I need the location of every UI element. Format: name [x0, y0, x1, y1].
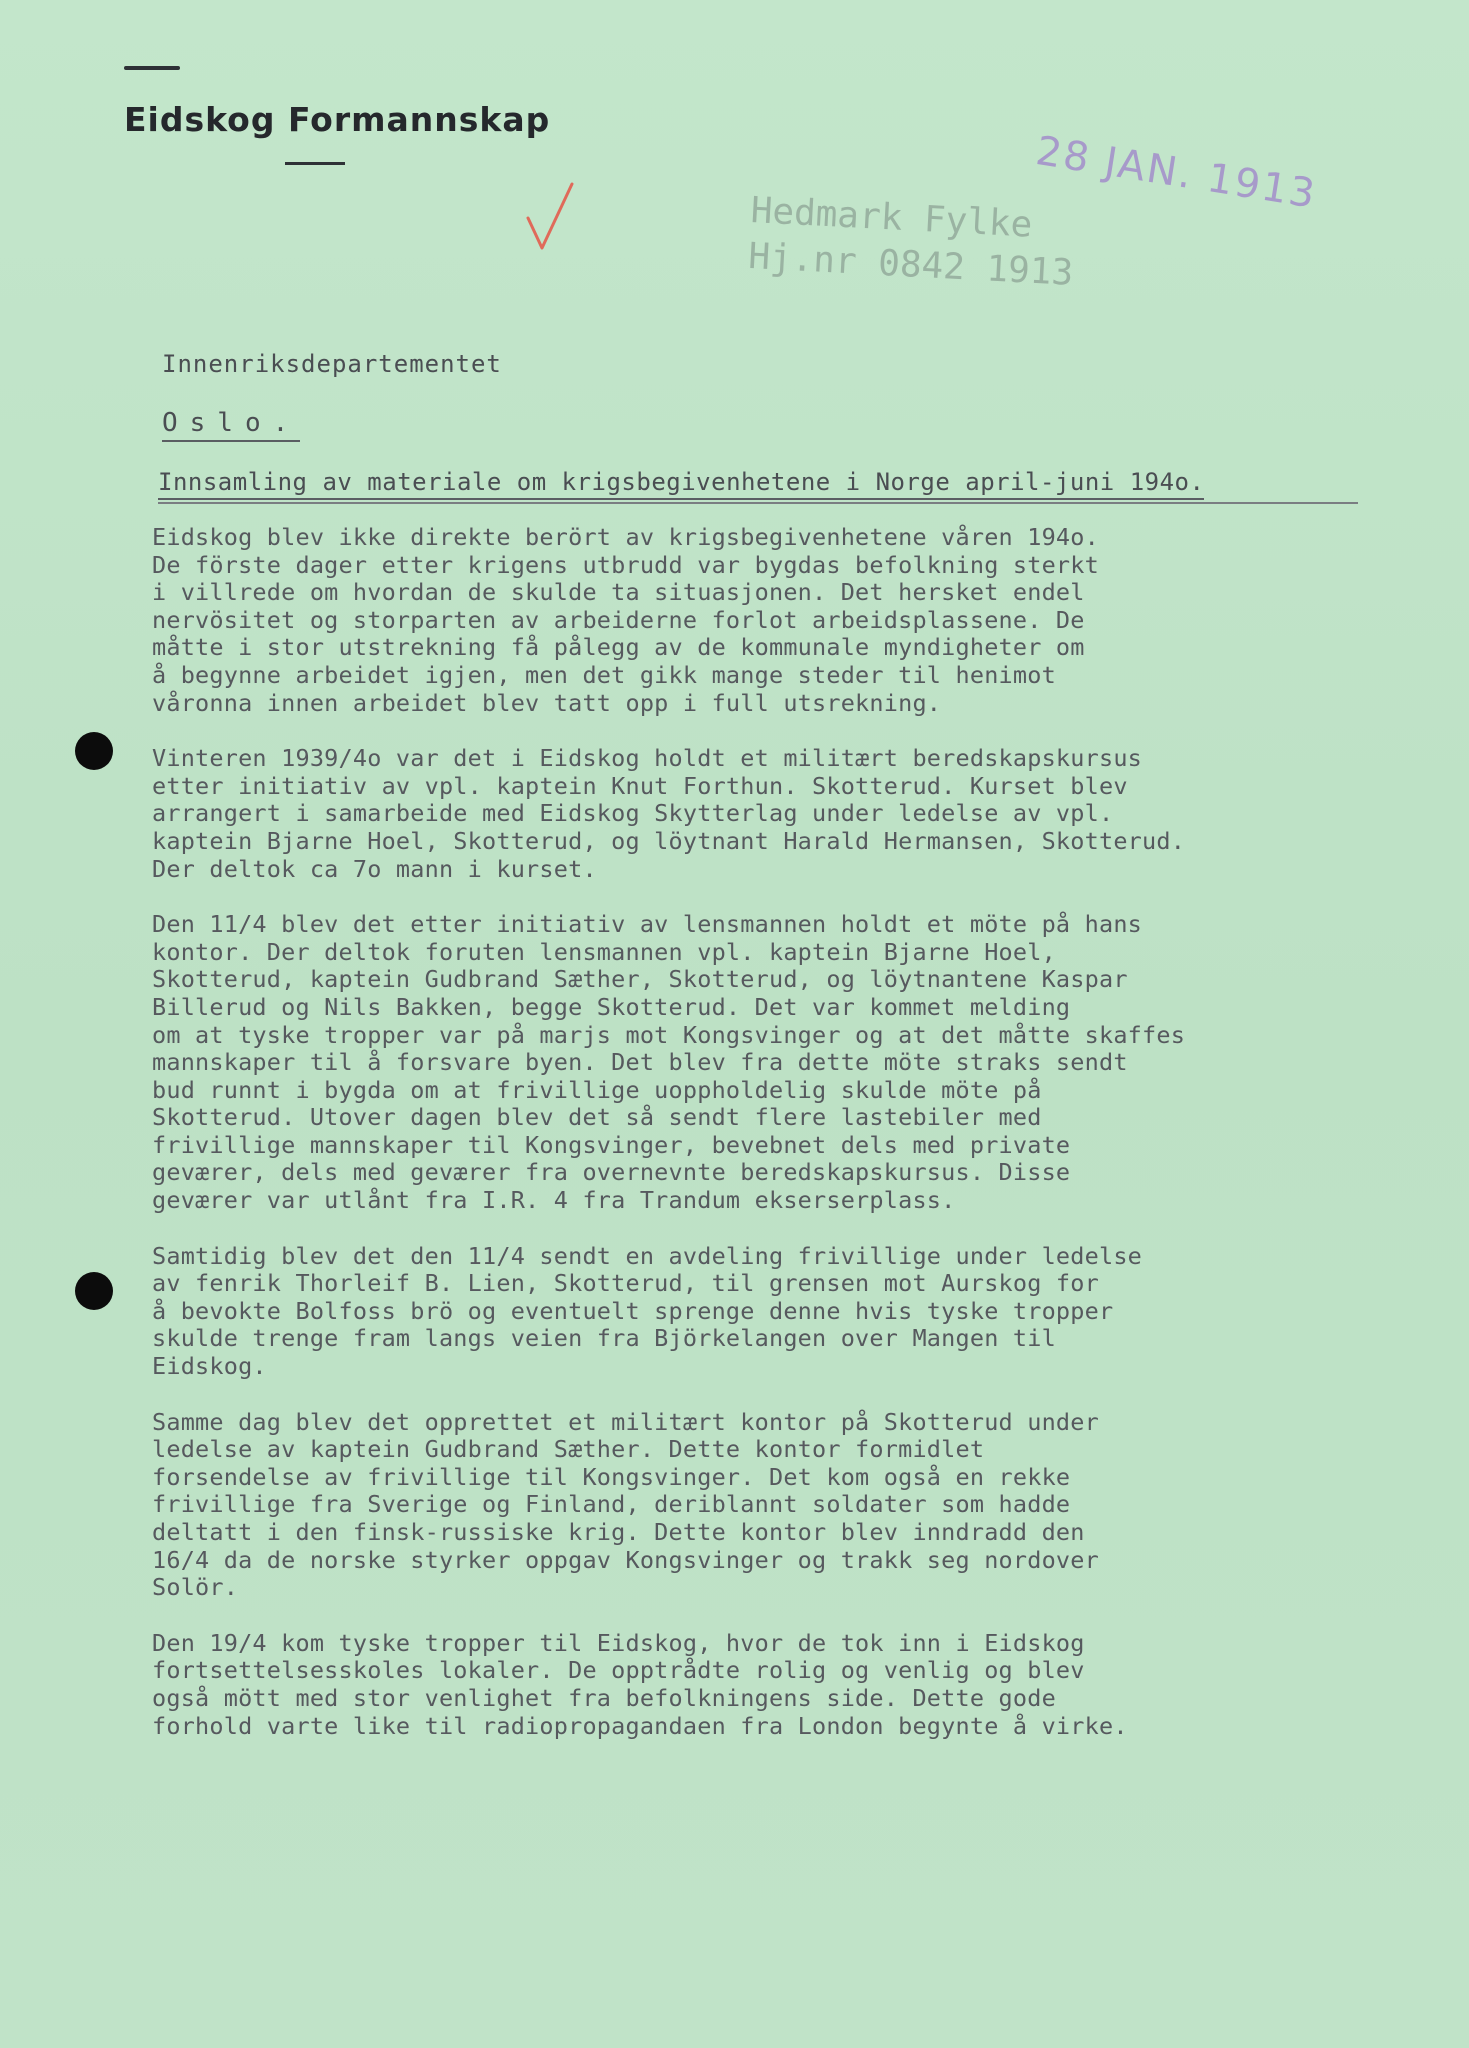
- paragraph-line: arrangert i samarbeide med Eidskog Skytterlag under ledelse av vpl.: [152, 799, 1114, 828]
- city: Oslo.: [162, 408, 300, 442]
- subject-double-underline: [158, 502, 1358, 504]
- paragraph-line: nervösitet og storparten av arbeiderne forlot arbeidsplassene. De: [152, 605, 1085, 634]
- paragraph-line: om at tyske tropper var på marjs mot Kongsvinger og at det måtte skaffes: [152, 1020, 1186, 1049]
- addressee: Innenriksdepartementet: [162, 350, 502, 378]
- letter-body: [152, 524, 1402, 1768]
- received-stamp-line-1: Hedmark Fylke: [749, 189, 1034, 246]
- paragraph-line: Samtidig blev det den 11/4 sendt en avdeling frivillige under ledelse: [152, 1241, 1143, 1270]
- date-stamp: 28 JAN. 1913: [1032, 128, 1320, 218]
- paragraph-line: mannskaper til å forsvare byen. Det blev fra dette möte straks sendt: [152, 1048, 1128, 1077]
- paragraph-line: Solör.: [152, 1573, 239, 1602]
- paragraph-line: forsendelse av frivillige til Kongsvinger. Det kom også en rekke: [152, 1462, 1071, 1491]
- paragraph-line: Eidskog.: [152, 1352, 267, 1381]
- paragraph-line: geværer, dels med geværer fra overnevnte beredskapskursus. Disse: [152, 1158, 1071, 1187]
- paragraph-line: Billerud og Nils Bakken, begge Skotterud. Det var kommet melding: [152, 992, 1071, 1021]
- body-paragraph: [152, 911, 1402, 1215]
- punch-hole: [75, 1272, 113, 1310]
- letterhead-title: Eidskog Formannskap: [124, 100, 551, 139]
- subject-line: Innsamling av materiale om krigsbegivenhetene i Norge april-juni 194o.: [158, 468, 1204, 500]
- received-stamp-line-2: Hj.nr 0842 1913: [747, 235, 1075, 294]
- body-paragraph: [152, 524, 1402, 717]
- paragraph-line: Vinteren 1939/4o var det i Eidskog holdt et militært beredskapskursus: [152, 744, 1143, 773]
- paragraph-line: kaptein Bjarne Hoel, Skotterud, og löytnant Harald Hermansen, Skotterud.: [152, 826, 1186, 855]
- body-paragraph: [152, 1409, 1402, 1602]
- paragraph-line: etter initiativ av vpl. kaptein Knut Forthun. Skotterud. Kurset blev: [152, 771, 1128, 800]
- paragraph-line: forhold varte like til radiopropagandaen fra London begynte å virke.: [152, 1711, 1128, 1740]
- paragraph-line: deltatt i den finsk-russiske krig. Dette kontor blev inndradd den: [152, 1518, 1085, 1546]
- paragraph-line: av fenrik Thorleif B. Lien, Skotterud, til grensen mot Aurskog for: [152, 1269, 1099, 1298]
- body-paragraph: [152, 745, 1402, 883]
- body-paragraph: [152, 1630, 1402, 1740]
- letterhead-rule: [285, 162, 345, 165]
- paragraph-line: Eidskog blev ikke direkte berört av krigsbegivenhetene våren 194o.: [152, 523, 1099, 551]
- paragraph-line: Den 11/4 blev det etter initiativ av lensmannen holdt et möte på hans: [152, 910, 1143, 939]
- paragraph-line: Skotterud, kaptein Gudbrand Sæther, Skotterud, og löytnantene Kaspar: [152, 965, 1128, 994]
- paragraph-line: frivillige fra Sverige og Finland, deriblannt soldater som hadde: [152, 1490, 1071, 1519]
- paragraph-line: Der deltok ca 7o mann i kurset.: [152, 854, 597, 883]
- paragraph-line: Den 19/4 kom tyske tropper til Eidskog, hvor de tok inn i Eidskog: [152, 1628, 1085, 1657]
- paragraph-line: frivillige mannskaper til Kongsvinger, bevebnet dels med private: [152, 1130, 1071, 1159]
- paragraph-line: bud runnt i bygda om at frivillige uoppholdelig skulde möte på: [152, 1075, 1042, 1104]
- paragraph-line: måtte i stor utstrekning få pålegg av de kommunale myndigheter om: [152, 633, 1085, 662]
- body-paragraph: [152, 1243, 1402, 1381]
- paragraph-line: geværer var utlånt fra I.R. 4 fra Trandum ekserserplass.: [152, 1186, 956, 1215]
- paragraph-line: De förste dager etter krigens utbrudd var bygdas befolkning sterkt: [152, 550, 1099, 579]
- paragraph-line: 16/4 da de norske styrker oppgav Kongsvinger og trakk seg nordover: [152, 1545, 1099, 1574]
- received-stamp: [747, 188, 1076, 297]
- corner-ink-mark: [124, 66, 180, 70]
- paragraph-line: Samme dag blev det opprettet et militært kontor på Skotterud under: [152, 1407, 1099, 1436]
- paragraph-line: Skotterud. Utover dagen blev det så sendt flere lastebiler med: [152, 1103, 1042, 1132]
- paragraph-line: kontor. Der deltok foruten lensmannen vpl. kaptein Bjarne Hoel,: [152, 937, 1056, 966]
- check-mark-icon: [520, 178, 580, 258]
- paragraph-line: i villrede om hvordan de skulde ta situasjonen. Det hersket endel: [152, 578, 1085, 607]
- paragraph-line: våronna innen arbeidet blev tatt opp i full utsrekning.: [152, 688, 942, 717]
- paragraph-line: ledelse av kaptein Gudbrand Sæther. Dette kontor formidlet: [152, 1435, 985, 1464]
- paragraph-line: fortsettelsesskoles lokaler. De opptrådte rolig og venlig og blev: [152, 1656, 1085, 1685]
- punch-hole: [75, 732, 113, 770]
- paragraph-line: å bevokte Bolfoss brö og eventuelt sprenge denne hvis tyske tropper: [152, 1296, 1114, 1325]
- paragraph-line: også mött med stor venlighet fra befolkningens side. Dette gode: [152, 1683, 1056, 1712]
- paragraph-line: å begynne arbeidet igjen, men det gikk mange steder til henimot: [152, 660, 1056, 689]
- paragraph-line: skulde trenge fram langs veien fra Björkelangen over Mangen til: [152, 1324, 1056, 1353]
